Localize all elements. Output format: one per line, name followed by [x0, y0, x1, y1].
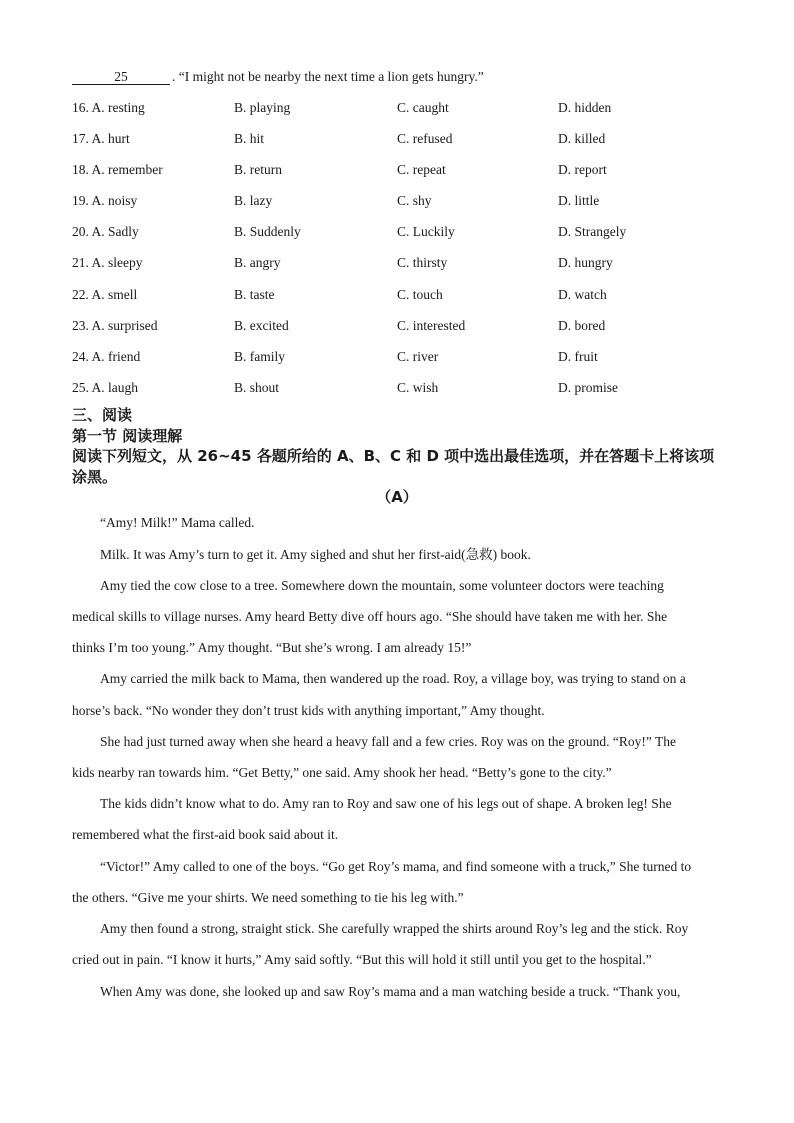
option-b: B. angry [234, 255, 281, 270]
option-b: B. family [234, 349, 285, 364]
subsection-heading: 第一节 阅读理解 [72, 427, 183, 445]
option-b: B. taste [234, 287, 275, 302]
option-a: 19. A. noisy [72, 193, 138, 208]
passage-line: The kids didn’t know what to do. Amy ran to Roy and saw one of his legs out of shape. A broken leg! She [100, 796, 672, 811]
answer-blank: 25 [72, 70, 170, 85]
passage-title: （A） [376, 488, 418, 506]
passage-line: cried out in pain. “I know it hurts,” Amy said softly. “But this will hold it still until you get to the hospital.” [72, 952, 652, 967]
passage-line: medical skills to village nurses. Amy heard Betty dive off hours ago. “She should have taken me with her. She [72, 609, 668, 624]
option-b: B. playing [234, 100, 291, 115]
option-b: B. shout [234, 380, 280, 395]
option-d: D. killed [558, 131, 606, 146]
passage-line: “Victor!” Amy called to one of the boys. “Go get Roy’s mama, and find someone with a truck,” She turned to [100, 859, 692, 874]
passage-line: kids nearby ran towards him. “Get Betty,” one said. Amy shook her head. “Betty’s gone to the city.” [72, 765, 612, 780]
option-c: C. caught [397, 100, 449, 115]
option-a: 22. A. smell [72, 287, 138, 302]
option-b: B. return [234, 162, 282, 177]
option-c: C. interested [397, 318, 466, 333]
option-a: 21. A. sleepy [72, 255, 143, 270]
cloze-last-sentence [72, 69, 484, 85]
passage-line: When Amy was done, she looked up and saw Roy’s mama and a man watching beside a truck. “Thank you, [100, 984, 681, 999]
option-a: 17. A. hurt [72, 131, 130, 146]
option-b: B. Suddenly [234, 224, 301, 239]
passage-line: remembered what the first-aid book said about it. [72, 827, 339, 842]
instructions: 阅读下列短文，从 26~45 各题所给的 A、B、C 和 D 项中选出最佳选项，并在答题卡上将该项涂黑。 [72, 447, 715, 486]
option-b: B. excited [234, 318, 289, 333]
passage-line: horse’s back. “No wonder they don’t trust kids with anything important,” Amy thought. [72, 703, 545, 718]
passage-line: the others. “Give me your shirts. We need something to tie his leg with.” [72, 890, 464, 905]
option-d: D. Strangely [558, 224, 627, 239]
option-c: C. repeat [397, 162, 446, 177]
option-c: C. touch [397, 287, 443, 302]
option-c: C. Luckily [397, 224, 455, 239]
option-a: 23. A. surprised [72, 318, 158, 333]
option-d: D. bored [558, 318, 606, 333]
passage-line: Amy then found a strong, straight stick. She carefully wrapped the shirts around Roy’s leg and the stick. Roy [100, 921, 689, 936]
option-d: D. report [558, 162, 607, 177]
passage-line: She had just turned away when she heard a heavy fall and a few cries. Roy was on the ground. “Roy!” The [100, 734, 676, 749]
option-c: C. shy [397, 193, 432, 208]
option-d: D. watch [558, 287, 607, 302]
option-c: C. thirsty [397, 255, 448, 270]
option-c: C. refused [397, 131, 453, 146]
sentence-text: . “I might not be nearby the next time a lion gets hungry.” [172, 69, 484, 84]
passage-line: “Amy! Milk!” Mama called. [100, 515, 255, 530]
option-d: D. fruit [558, 349, 598, 364]
option-a: 24. A. friend [72, 349, 141, 364]
option-c: C. wish [397, 380, 439, 395]
passage-line: thinks I’m too young.” Amy thought. “But she’s wrong. I am already 15!” [72, 640, 472, 655]
option-a: 18. A. remember [72, 162, 163, 177]
option-a: 25. A. laugh [72, 380, 138, 395]
passage-line: Amy carried the milk back to Mama, then wandered up the road. Roy, a village boy, was trying to stand on a [100, 671, 686, 686]
option-b: B. hit [234, 131, 265, 146]
option-b: B. lazy [234, 193, 273, 208]
option-d: D. hungry [558, 255, 613, 270]
option-c: C. river [397, 349, 439, 364]
option-a: 20. A. Sadly [72, 224, 139, 239]
passage-line: Milk. It was Amy’s turn to get it. Amy sighed and shut her first-aid(急救) book. [100, 547, 531, 562]
section-heading: 三、阅读 [72, 406, 133, 424]
option-a: 16. A. resting [72, 100, 145, 115]
option-d: D. promise [558, 380, 618, 395]
option-d: D. little [558, 193, 600, 208]
option-d: D. hidden [558, 100, 612, 115]
passage-line: Amy tied the cow close to a tree. Somewhere down the mountain, some volunteer doctors were teaching [100, 578, 664, 593]
